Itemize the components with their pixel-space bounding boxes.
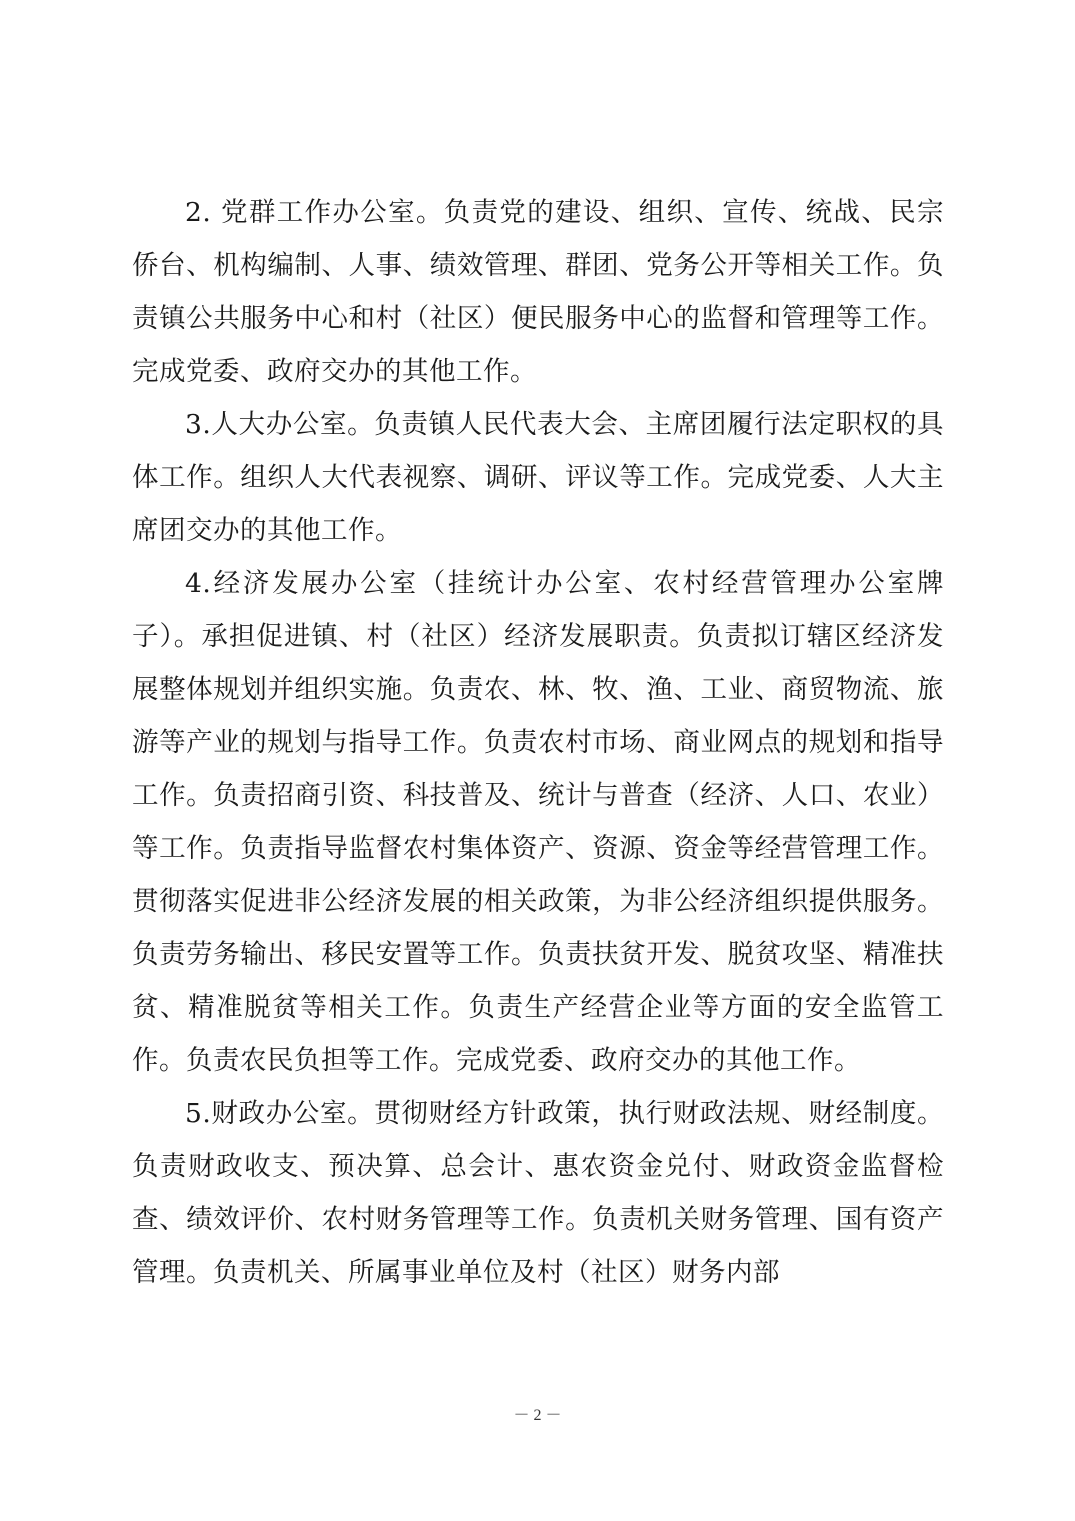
- paragraph-economic-development-office: 4.经济发展办公室（挂统计办公室、农村经营管理办公室牌子）。承担促进镇、村（社区）经济发展职责。负责拟订辖区经济发展整体规划并组织实施。负责农、林、牧、渔、工业、商贸物流、旅游等产业的规划与指导工作。负责农村市场、商业网点的规划和指导工作。负责招商引资、科技普及、统计与普查（经济、人口、农业）等工作。负责指导监督农村集体资产、资源、资金等经营管理工作。贯彻落实促进非公经济发展的相关政策，为非公经济组织提供服务。负责劳务输出、移民安置等工作。负责扶贫开发、脱贫攻坚、精准扶贫、精准脱贫等相关工作。负责生产经营企业等方面的安全监管工作。负责农民负担等工作。完成党委、政府交办的其他工作。: [132, 568, 944, 1076]
- paragraph-npc-office: 3.人大办公室。负责镇人民代表大会、主席团履行法定职权的具体工作。组织人大代表视察、调研、评议等工作。完成党委、人大主席团交办的其他工作。: [132, 409, 944, 546]
- page-number: － 2 －: [513, 1407, 562, 1424]
- paragraph-party-mass-office: 2. 党群工作办公室。负责党的建设、组织、宣传、统战、民宗侨台、机构编制、人事、绩效管理、群团、党务公开等相关工作。负责镇公共服务中心和村（社区）便民服务中心的监督和管理等工作。完成党委、政府交办的其他工作。: [132, 197, 944, 387]
- document-body: [132, 186, 944, 1299]
- paragraph-finance-office: 5.财政办公室。贯彻财经方针政策，执行财政法规、财经制度。负责财政收支、预决算、总会计、惠农资金兑付、财政资金监督检查、绩效评价、农村财务管理等工作。负责机关财务管理、国有资产管理。负责机关、所属事业单位及村（社区）财务内部: [132, 1098, 944, 1288]
